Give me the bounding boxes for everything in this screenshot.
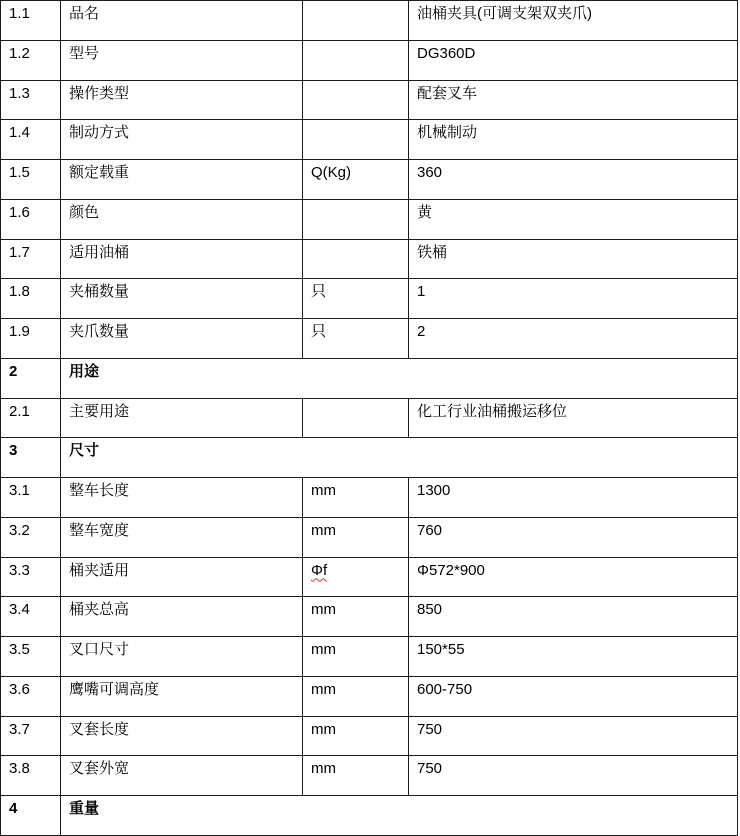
row-index: 3.8 [1, 756, 61, 796]
row-name: 夹爪数量 [61, 319, 303, 359]
row-index: 1.4 [1, 120, 61, 160]
row-value: 850 [409, 597, 738, 637]
table-row [1, 279, 738, 319]
row-unit: Q(Kg) [303, 160, 409, 200]
row-index: 1.5 [1, 160, 61, 200]
table-row [1, 637, 738, 677]
section-index: 4 [1, 796, 61, 836]
table-row [1, 319, 738, 359]
row-value: 机械制动 [409, 120, 738, 160]
section-row [1, 796, 738, 836]
row-name: 型号 [61, 40, 303, 80]
row-value: 配套叉车 [409, 80, 738, 120]
table-row [1, 40, 738, 80]
row-value: 黄 [409, 199, 738, 239]
row-value: 化工行业油桶搬运移位 [409, 398, 738, 438]
table-row [1, 676, 738, 716]
row-index: 3.4 [1, 597, 61, 637]
row-unit [303, 1, 409, 41]
row-value: Φ572*900 [409, 557, 738, 597]
row-value: DG360D [409, 40, 738, 80]
table-row [1, 756, 738, 796]
row-value: 1 [409, 279, 738, 319]
row-unit: 只 [303, 279, 409, 319]
row-name: 适用油桶 [61, 239, 303, 279]
row-index: 3.2 [1, 517, 61, 557]
row-index: 3.7 [1, 716, 61, 756]
row-name: 操作类型 [61, 80, 303, 120]
row-value: 1300 [409, 478, 738, 518]
table-row [1, 1, 738, 41]
spec-table-body [1, 1, 738, 836]
row-name: 颜色 [61, 199, 303, 239]
row-unit [303, 199, 409, 239]
row-name: 主要用途 [61, 398, 303, 438]
row-name: 桶夹总高 [61, 597, 303, 637]
row-value: 油桶夹具(可调支架双夹爪) [409, 1, 738, 41]
row-name: 鹰嘴可调高度 [61, 676, 303, 716]
section-title: 尺寸 [61, 438, 738, 478]
row-unit [303, 398, 409, 438]
row-index: 1.2 [1, 40, 61, 80]
row-name: 叉套长度 [61, 716, 303, 756]
row-index: 3.5 [1, 637, 61, 677]
section-index: 2 [1, 358, 61, 398]
section-title: 用途 [61, 358, 738, 398]
row-name: 夹桶数量 [61, 279, 303, 319]
row-name: 整车长度 [61, 478, 303, 518]
row-index: 2.1 [1, 398, 61, 438]
row-name: 桶夹适用 [61, 557, 303, 597]
row-unit [303, 239, 409, 279]
table-row [1, 597, 738, 637]
table-row [1, 398, 738, 438]
table-row [1, 557, 738, 597]
section-row [1, 438, 738, 478]
table-row [1, 199, 738, 239]
table-row [1, 120, 738, 160]
row-unit [303, 40, 409, 80]
row-value: 600-750 [409, 676, 738, 716]
row-name: 整车宽度 [61, 517, 303, 557]
section-title: 重量 [61, 796, 738, 836]
row-value: 760 [409, 517, 738, 557]
row-unit: mm [303, 756, 409, 796]
row-unit: 只 [303, 319, 409, 359]
row-index: 3.3 [1, 557, 61, 597]
row-index: 1.8 [1, 279, 61, 319]
row-value: 150*55 [409, 637, 738, 677]
row-index: 1.6 [1, 199, 61, 239]
table-row [1, 517, 738, 557]
row-index: 3.1 [1, 478, 61, 518]
row-value: 铁桶 [409, 239, 738, 279]
table-row [1, 239, 738, 279]
row-unit [303, 80, 409, 120]
row-name: 叉口尺寸 [61, 637, 303, 677]
row-value: 2 [409, 319, 738, 359]
table-row [1, 478, 738, 518]
row-value: 750 [409, 716, 738, 756]
row-unit [303, 120, 409, 160]
row-index: 1.7 [1, 239, 61, 279]
row-value: 360 [409, 160, 738, 200]
row-unit: mm [303, 478, 409, 518]
row-unit [303, 557, 409, 597]
row-index: 1.3 [1, 80, 61, 120]
row-name: 叉套外宽 [61, 756, 303, 796]
row-unit: mm [303, 637, 409, 677]
row-name: 品名 [61, 1, 303, 41]
row-unit: mm [303, 716, 409, 756]
table-row [1, 80, 738, 120]
row-unit: mm [303, 597, 409, 637]
row-unit: mm [303, 517, 409, 557]
section-index: 3 [1, 438, 61, 478]
table-row [1, 160, 738, 200]
row-index: 1.1 [1, 1, 61, 41]
row-unit: mm [303, 676, 409, 716]
row-value: 750 [409, 756, 738, 796]
misspelled-unit-text: Φf [311, 561, 328, 579]
row-name: 额定载重 [61, 160, 303, 200]
row-name: 制动方式 [61, 120, 303, 160]
table-row [1, 716, 738, 756]
section-row [1, 358, 738, 398]
row-index: 3.6 [1, 676, 61, 716]
row-index: 1.9 [1, 319, 61, 359]
